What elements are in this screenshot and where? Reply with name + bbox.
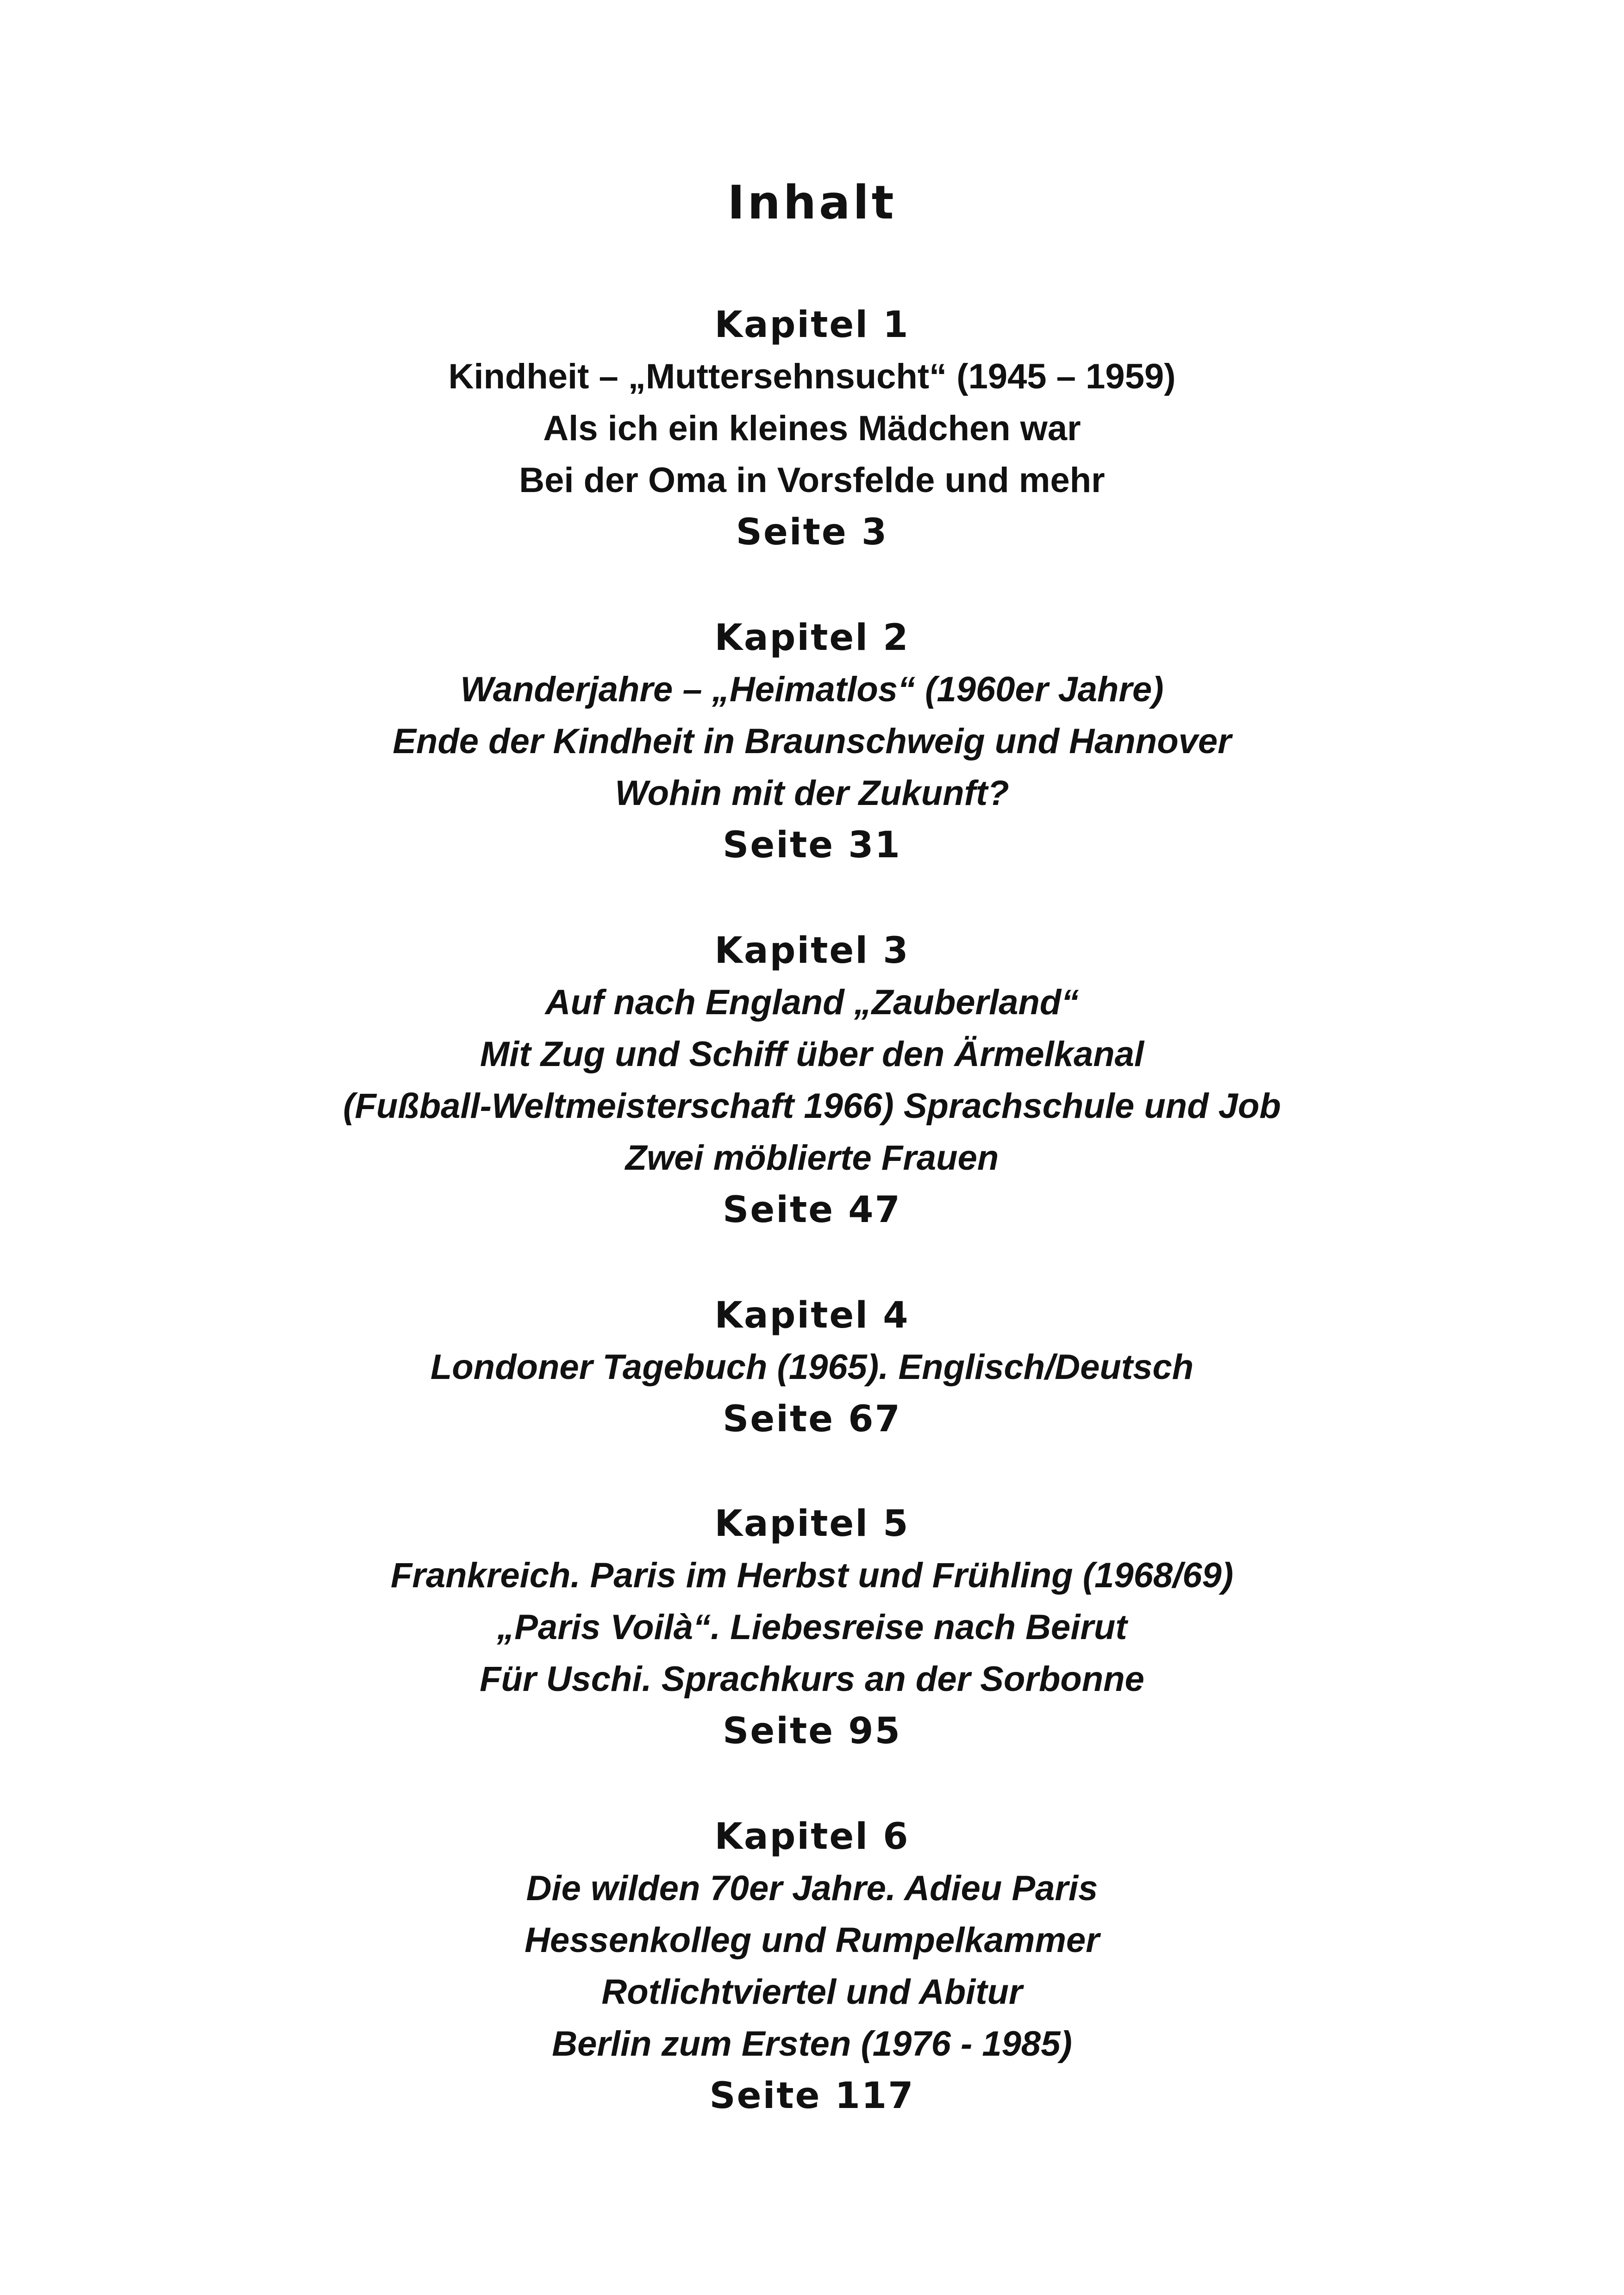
chapter-subtitle-line: Londoner Tagebuch (1965). Englisch/Deutsch bbox=[430, 1347, 1194, 1387]
chapter-subtitle-line: Auf nach England „Zauberland“ bbox=[545, 983, 1079, 1022]
chapter-heading: Kapitel 6 bbox=[714, 1816, 910, 1858]
chapter-heading: Kapitel 5 bbox=[714, 1503, 910, 1545]
chapter-subtitle-line: Als ich ein kleines Mädchen war bbox=[543, 409, 1081, 448]
chapter-subtitle-line: Ende der Kindheit in Braunschweig und Hannover bbox=[393, 722, 1231, 761]
chapter-subtitle-line: Zwei möblierte Frauen bbox=[625, 1138, 999, 1178]
chapter-page-reference: Seite 3 bbox=[736, 511, 888, 553]
chapter-subtitle-line: Frankreich. Paris im Herbst und Frühling (1968/69) bbox=[390, 1556, 1234, 1595]
chapter-subtitle-line: Rotlichtviertel und Abitur bbox=[601, 1972, 1023, 2012]
chapter-heading: Kapitel 3 bbox=[714, 930, 910, 972]
chapter-subtitle-line: Wohin mit der Zukunft? bbox=[615, 773, 1009, 813]
chapter-subtitle-line: Wanderjahre – „Heimatlos“ (1960er Jahre) bbox=[460, 670, 1164, 709]
chapter-page-reference: Seite 95 bbox=[723, 1710, 901, 1752]
chapter-2 bbox=[0, 612, 1624, 871]
chapter-subtitle-line: Mit Zug und Schiff über den Ärmelkanal bbox=[480, 1035, 1144, 1074]
chapter-page-reference: Seite 47 bbox=[723, 1189, 901, 1231]
chapter-subtitle-line: Die wilden 70er Jahre. Adieu Paris bbox=[526, 1869, 1098, 1908]
chapter-subtitle-line: Berlin zum Ersten (1976 - 1985) bbox=[552, 2024, 1072, 2064]
chapter-5 bbox=[0, 1498, 1624, 1757]
chapter-heading: Kapitel 4 bbox=[714, 1295, 910, 1336]
chapter-page-reference: Seite 31 bbox=[723, 824, 901, 866]
chapter-subtitle-line: Kindheit – „Muttersehnsucht“ (1945 – 1959) bbox=[448, 357, 1176, 396]
chapter-subtitle-line: (Fußball-Weltmeisterschaft 1966) Sprachschule und Job bbox=[343, 1086, 1281, 1126]
chapter-subtitle-line: „Paris Voilà“. Liebesreise nach Beirut bbox=[497, 1608, 1127, 1647]
chapter-subtitle-line: Hessenkolleg und Rumpelkammer bbox=[525, 1921, 1099, 1960]
page-title: Inhalt bbox=[727, 175, 897, 230]
chapter-6 bbox=[0, 1811, 1624, 2122]
chapter-4 bbox=[0, 1290, 1624, 1445]
chapter-page-reference: Seite 67 bbox=[723, 1398, 901, 1440]
chapter-3 bbox=[0, 925, 1624, 1236]
chapter-subtitle-line: Für Uschi. Sprachkurs an der Sorbonne bbox=[480, 1659, 1144, 1699]
chapter-heading: Kapitel 2 bbox=[714, 617, 910, 659]
chapter-heading: Kapitel 1 bbox=[714, 304, 910, 346]
chapter-page-reference: Seite 117 bbox=[709, 2075, 915, 2117]
chapter-1 bbox=[0, 299, 1624, 558]
chapter-subtitle-line: Bei der Oma in Vorsfelde und mehr bbox=[519, 461, 1105, 500]
